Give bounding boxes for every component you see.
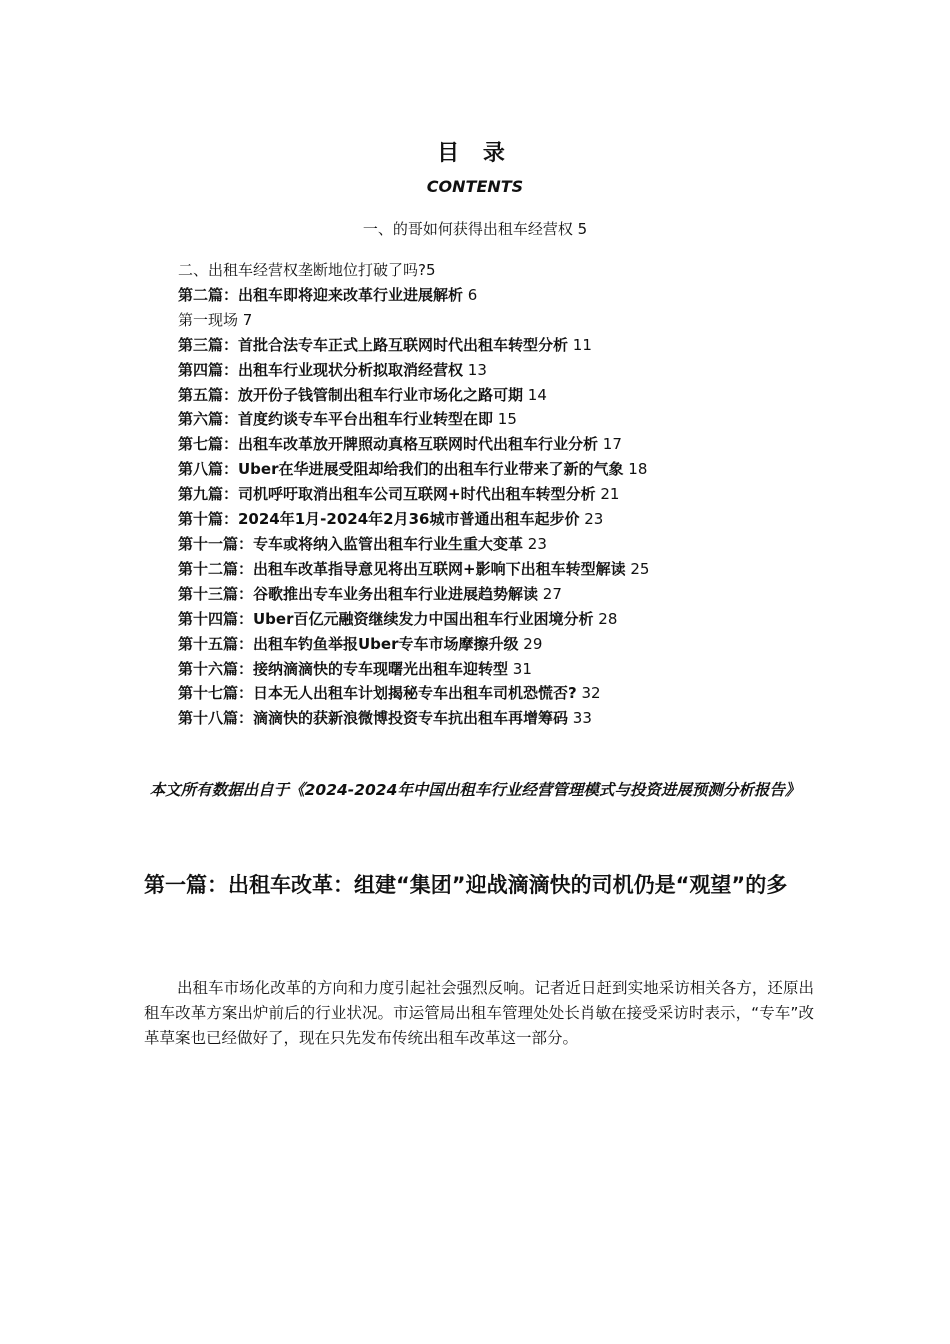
toc-entry-page: 5: [425, 261, 436, 279]
toc-entry-label: 第五篇：放开份子钱管制出租车行业市场化之路可期: [178, 385, 524, 404]
toc-entry[interactable]: [178, 333, 649, 358]
toc-entry[interactable]: [178, 632, 649, 657]
toc-entry-label: 第十五篇：出租车钓鱼举报Uber专车市场摩擦升级: [178, 634, 519, 653]
toc-entry-page: 28: [598, 609, 618, 628]
toc-entry-label: 第十一篇：专车或将纳入监管出租车行业生重大变革: [178, 534, 524, 553]
toc-entry-page: 17: [602, 435, 622, 454]
section-heading: 第一篇：出租车改革：组建“集团”迎战滴滴快的司机仍是“观望”的多: [144, 873, 788, 897]
toc-entry-label: 第二篇：出租车即将迎来改革行业进展解析: [178, 285, 464, 304]
toc-entry-page: 32: [581, 684, 601, 703]
toc-entry[interactable]: [0, 218, 950, 239]
body-paragraph: 出租车市场化改革的方向和力度引起社会强烈反响。记者近日赶到实地采访相关各方，还原出租车改革方案出炉前后的行业状况。市运管局出租车管理处处长肖敏在接受采访时表示，“专车”改革草案也已经做好了，现在只先发布传统出租车改革这一部分。: [144, 979, 814, 1047]
toc-entry-label: 第十三篇：谷歌推出专车业务出租车行业进展趋势解读: [178, 584, 539, 603]
toc-entry[interactable]: [178, 308, 649, 333]
toc-entry[interactable]: [178, 507, 649, 532]
toc-entry[interactable]: [178, 258, 649, 283]
toc-entry-label: 第十七篇：日本无人出租车计划揭秘专车出租车司机恐慌否?: [178, 684, 577, 703]
toc-title: 目 录: [437, 141, 513, 166]
toc-entry-page: 14: [527, 385, 547, 404]
toc-entry[interactable]: [178, 607, 649, 632]
toc-entry-label: 第八篇：Uber在华进展受阻却给我们的出租车行业带来了新的气象: [178, 460, 624, 479]
toc-entry-page: 23: [584, 510, 604, 529]
toc-entry-page: 21: [600, 485, 620, 504]
toc-entry-label: 第一现场: [178, 310, 239, 329]
toc-entry-page: 18: [628, 460, 648, 479]
toc-entry[interactable]: [178, 457, 649, 482]
toc-entry-label: 第十篇：2024年1月-2024年2月36城市普通出租车起步价: [178, 510, 580, 529]
toc-entry-label: 第十六篇：接纳滴滴快的专车现曙光出租车迎转型: [178, 659, 509, 678]
toc-entry-page: 33: [572, 709, 592, 728]
toc-entry-label: 第六篇：首度约谈专车平台出租车行业转型在即: [178, 410, 494, 429]
toc-subtitle: CONTENTS: [426, 177, 524, 196]
toc-entry-label: 第九篇：司机呼吁取消出租车公司互联网+时代出租车转型分析: [178, 485, 596, 504]
toc-entry[interactable]: [178, 681, 649, 706]
toc-entry-page: 6: [467, 285, 478, 304]
toc-entry-page: 15: [497, 410, 517, 429]
data-source-note: 本文所有数据出自于《2024-2024年中国出租车行业经营管理模式与投资进展预测分析报告》: [149, 781, 801, 799]
toc-entry[interactable]: [178, 407, 649, 432]
table-of-contents: [178, 258, 649, 731]
toc-entry-page: 11: [572, 335, 592, 354]
toc-entry[interactable]: [178, 532, 649, 557]
toc-entry-label: 第三篇：首批合法专车正式上路互联网时代出租车转型分析: [178, 335, 569, 354]
toc-entry-page: 29: [523, 634, 543, 653]
toc-entry-label: 第十八篇：滴滴快的获新浪微博投资专车抗出租车再增筹码: [178, 709, 569, 728]
toc-entry-label: 二、出租车经营权垄断地位打破了吗?: [178, 261, 426, 279]
toc-entry-label: 第七篇：出租车改革放开牌照动真格互联网时代出租车行业分析: [178, 435, 599, 454]
toc-entry[interactable]: [178, 657, 649, 682]
toc-entry[interactable]: [178, 358, 649, 383]
toc-entry[interactable]: [178, 482, 649, 507]
toc-entry-label: 一、的哥如何获得出租车经营权: [362, 220, 573, 238]
toc-entry-page: 27: [542, 584, 562, 603]
toc-entry-label: 第十四篇：Uber百亿元融资继续发力中国出租车行业困境分析: [178, 609, 594, 628]
toc-entry-page: 23: [527, 534, 547, 553]
toc-entry[interactable]: [178, 582, 649, 607]
toc-entry-label: 第十二篇：出租车改革指导意见将出互联网+影响下出租车转型解读: [178, 559, 626, 578]
toc-entry-page: 25: [630, 559, 650, 578]
toc-entry-page: 31: [512, 659, 532, 678]
toc-entry[interactable]: [178, 706, 649, 731]
toc-entry-label: 第四篇：出租车行业现状分析拟取消经营权: [178, 360, 464, 379]
toc-entry[interactable]: [178, 432, 649, 457]
toc-entry[interactable]: [178, 383, 649, 408]
toc-entry-page: 5: [577, 220, 588, 238]
toc-entry[interactable]: [178, 557, 649, 582]
toc-entry-page: 7: [242, 310, 253, 329]
toc-entry[interactable]: [178, 283, 649, 308]
toc-entry-page: 13: [467, 360, 487, 379]
